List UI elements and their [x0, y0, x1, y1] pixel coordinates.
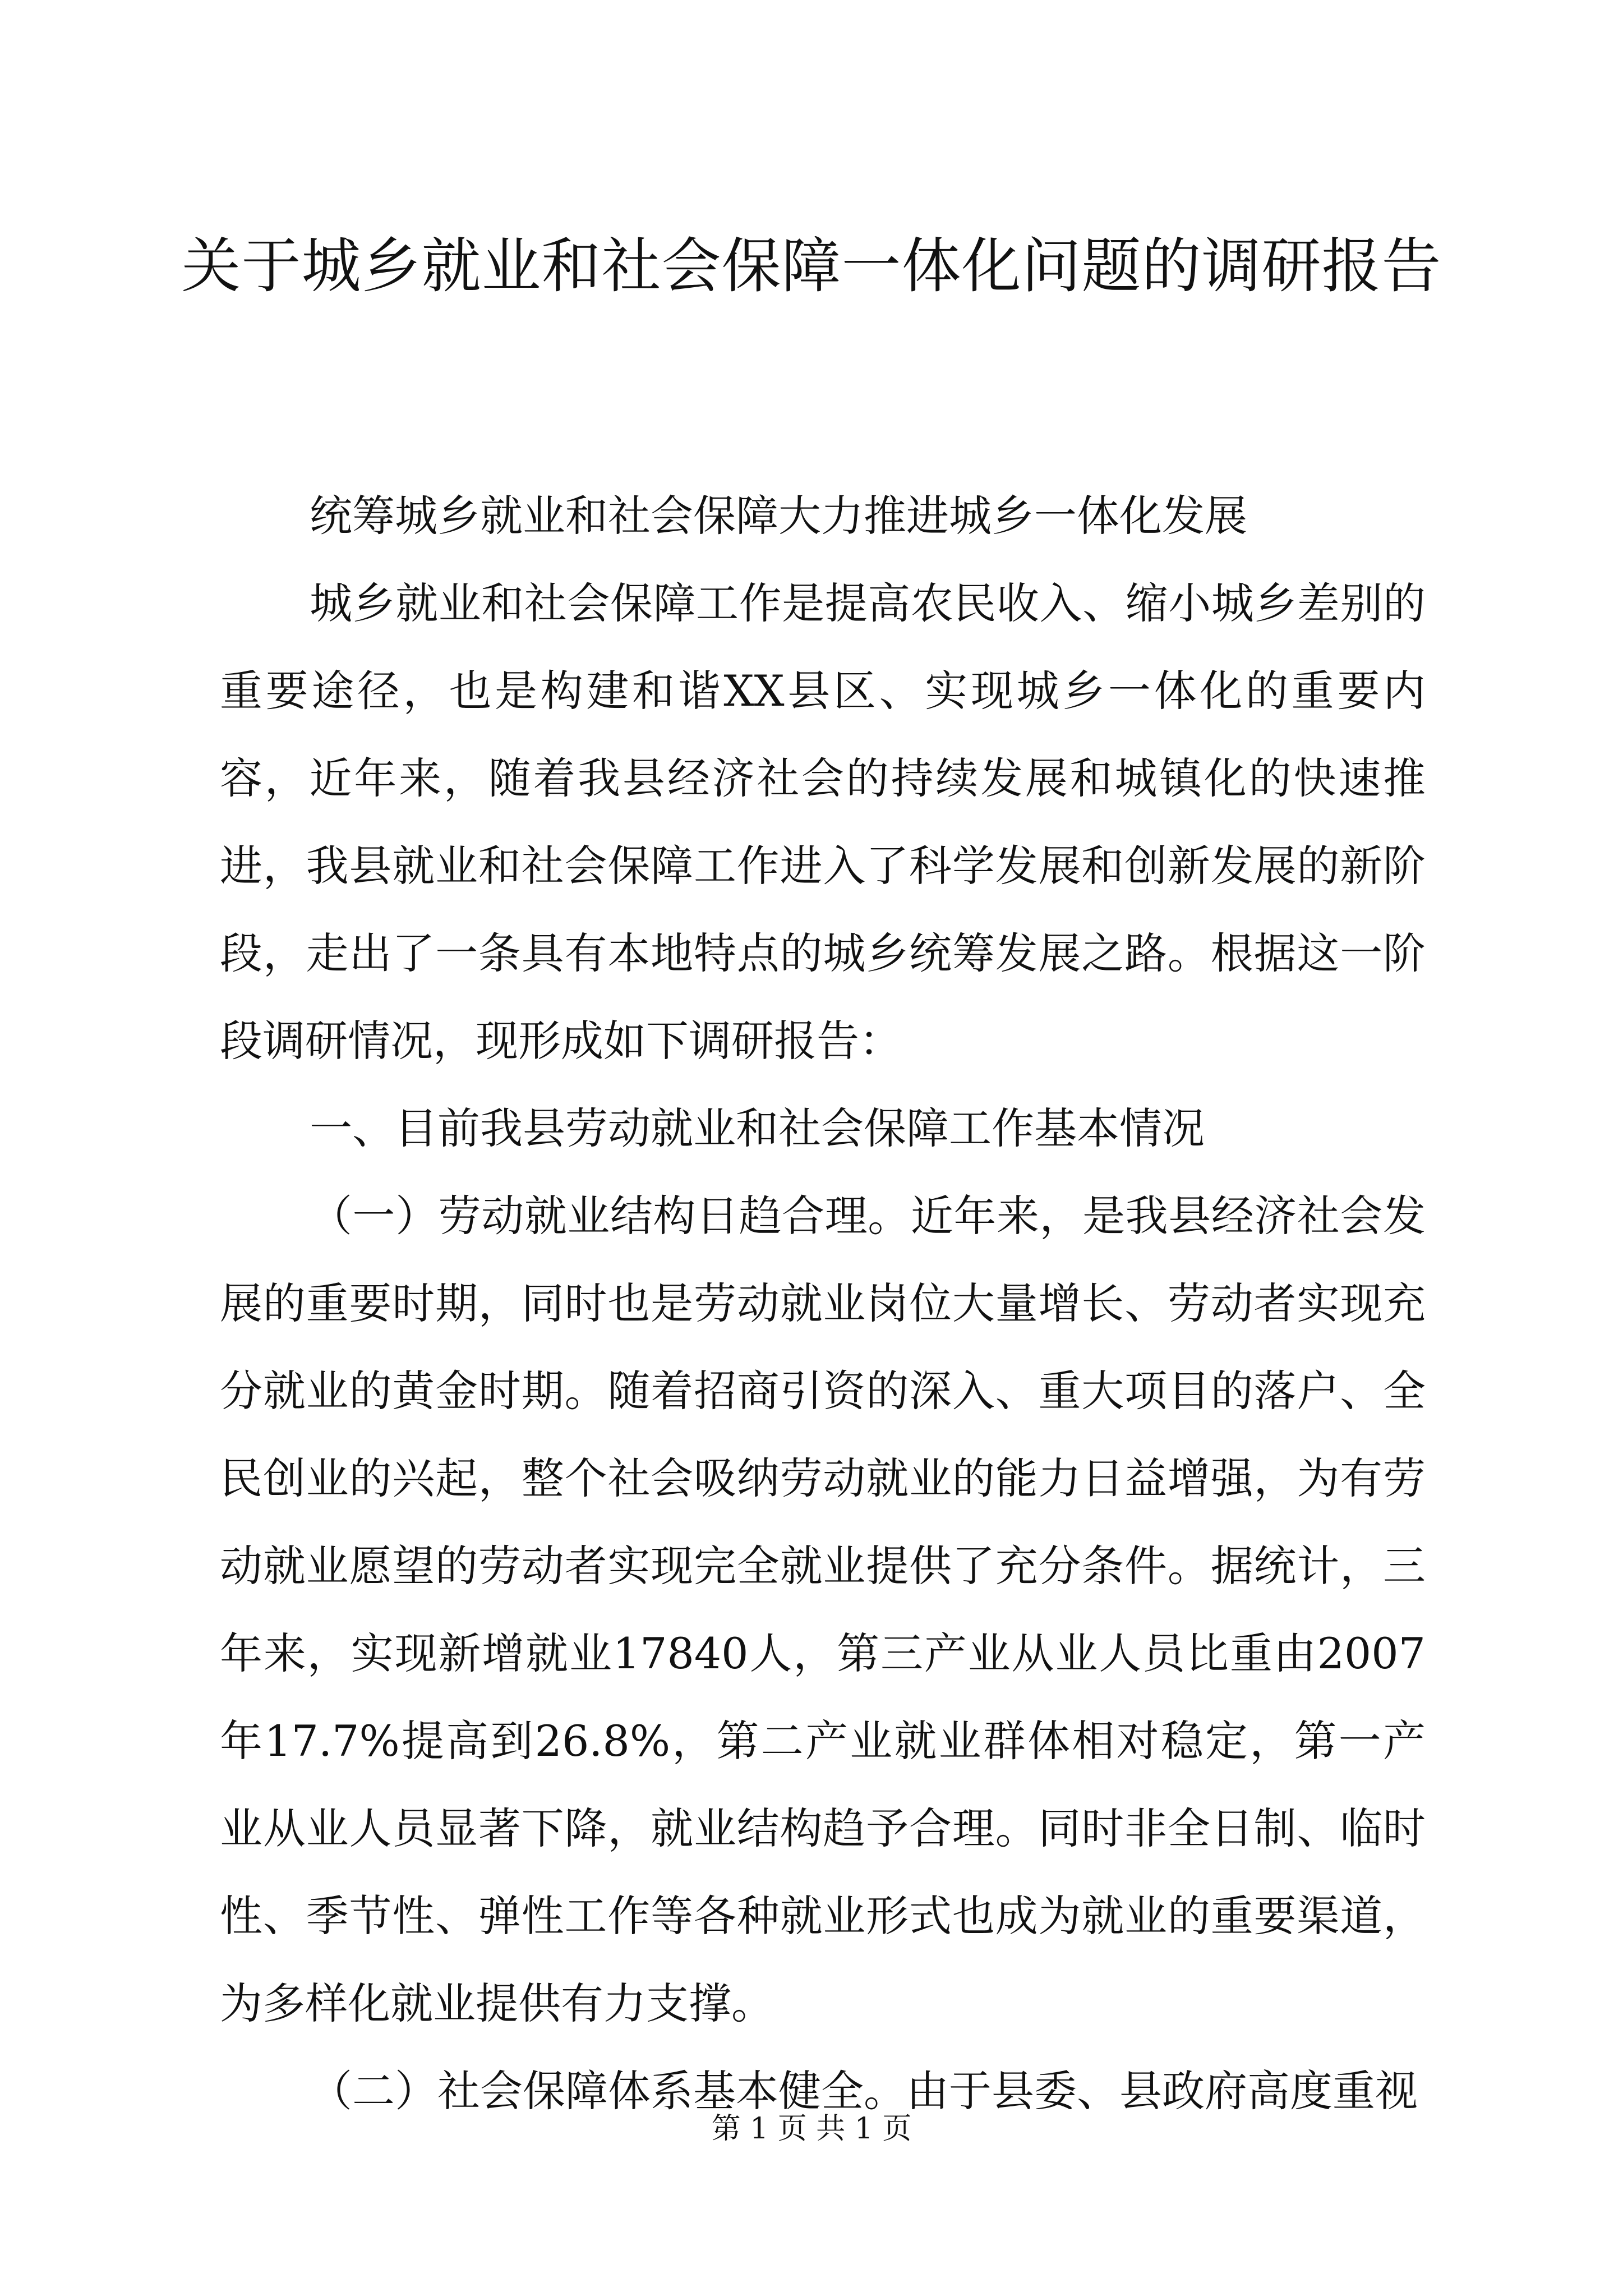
section-heading: 一、目前我县劳动就业和社会保障工作基本情况	[310, 1103, 1205, 1153]
document-title: 关于城乡就业和社会保障一体化问题的调研报告	[181, 232, 1442, 301]
body-paragraph: （一）劳动就业结构日趋合理。近年来，是我县经济社会发展的重要时期，同时也是劳动就业岗位大量增长、劳动者实现充分就业的黄金时期。随着招商引资的深入、重大项目的落户、全民创业的兴起，整个社会吸纳劳动就业的能力日益增强，为有劳动就业愿望的劳动者实现完全就业提供了充分条件。据统计，三年来，实现新增就业17840人，第三产业从业人员比重由2007年17.7%提高到26.8%，第二产业就业群体相对稳定，第一产业从业人员显著下降，就业结构趋予合理。同时非全日制、临时性、季节性、弹性工作等各种就业形式也成为就业的重要渠道，为多样化就业提供有力支撑。	[220, 1191, 1426, 2028]
subtitle-paragraph: 统筹城乡就业和社会保障大力推进城乡一体化发展	[310, 491, 1247, 541]
document-body	[220, 472, 1426, 2135]
page-footer: 第 1 页 共 1 页	[711, 2112, 912, 2146]
body-paragraph: （二）社会保障体系基本健全。由于县委、县政府高度重视	[310, 2066, 1418, 2116]
body-paragraph: 城乡就业和社会保障工作是提高农民收入、缩小城乡差别的重要途径，也是构建和谐XX县区、实现城乡一体化的重要内容，近年来，随着我县经济社会的持续发展和城镇化的快速推进，我县就业和社会保障工作进入了科学发展和创新发展的新阶段，走出了一条具有本地特点的城乡统筹发展之路。根据这一阶段调研情况，现形成如下调研报告：	[220, 578, 1426, 1066]
